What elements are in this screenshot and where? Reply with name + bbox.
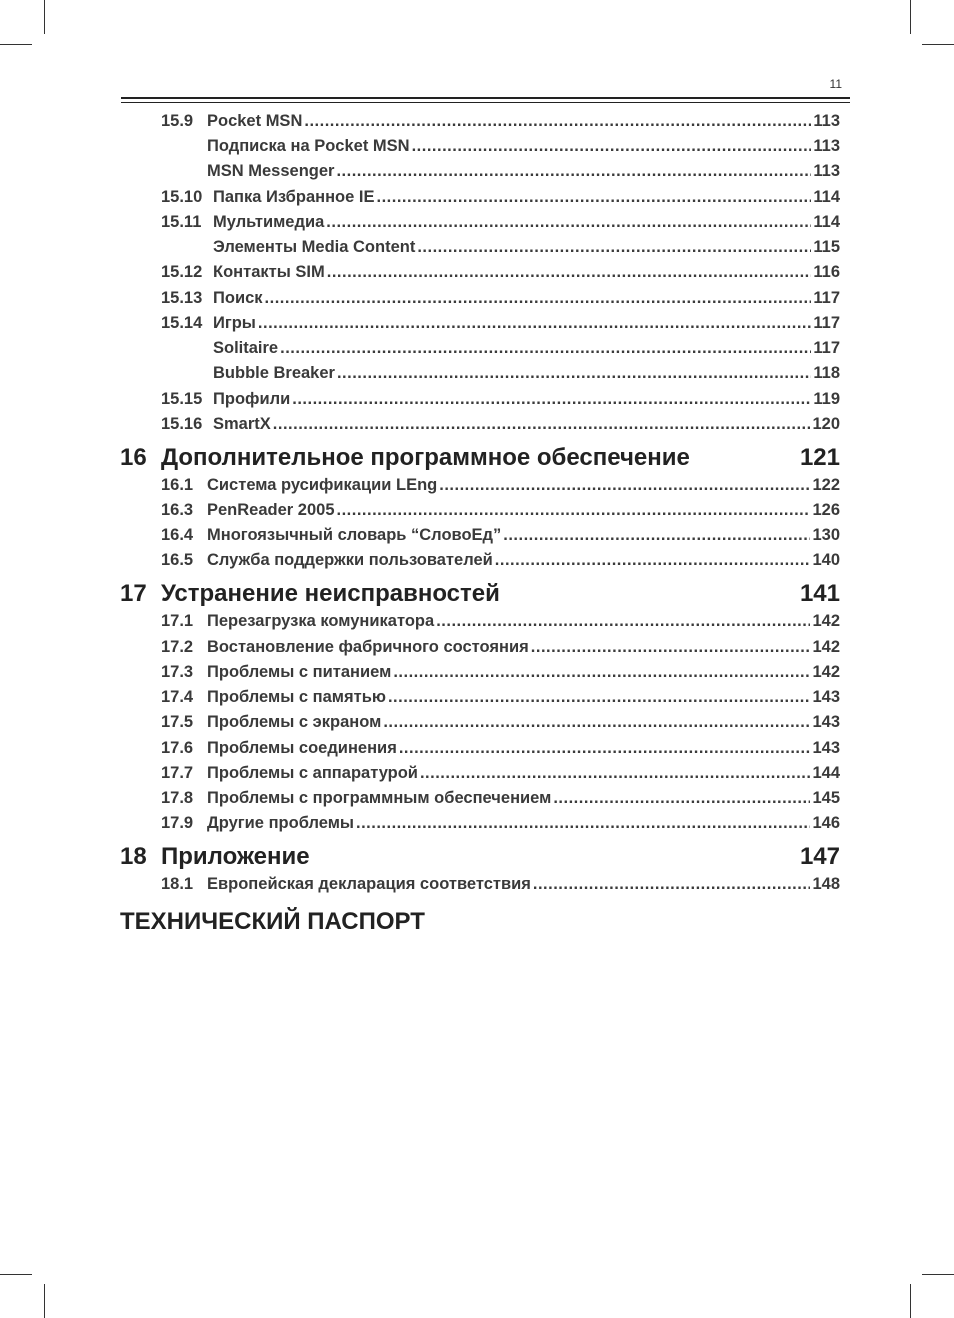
toc-entry-title: PenReader 2005 [207,501,335,519]
toc-entry[interactable] [0,711,954,733]
toc-entry-number: 15.13 [161,289,203,307]
toc-entry-number: 17.9 [161,814,194,832]
toc-entry-page: 142 [812,638,840,656]
crop-mark [910,1284,911,1318]
toc-entry[interactable] [0,762,954,784]
appendix-title[interactable]: ТЕХНИЧЕСКИЙ ПАСПОРТ [120,908,425,935]
toc-entry-page: 140 [812,551,840,569]
toc-entry-number: 16.1 [161,476,194,494]
toc-entry-title: MSN Messenger [207,162,335,180]
toc-chapter-title: Дополнительное программное обеспечение [161,444,690,471]
toc-entry[interactable] [0,610,954,632]
toc-entry[interactable] [0,135,954,157]
toc-entry-title: Проблемы с аппаратурой [207,764,418,782]
toc-entry-title: Контакты SIM [213,263,325,281]
toc-entry[interactable] [0,549,954,571]
toc-entry[interactable] [0,236,954,258]
toc-entry-title: Система русификации LEng [207,476,438,494]
toc-entry-title: Проблемы с экраном [207,713,382,731]
crop-mark [0,44,32,45]
page-number: 11 [829,77,842,91]
toc-entry[interactable] [0,388,954,410]
toc-entry-title: Проблемы с питанием [207,663,392,681]
toc-entry-title: Европейская декларация соответствия [207,875,531,893]
toc-chapter-title: Приложение [161,843,310,870]
toc-entry-page: 145 [812,789,840,807]
toc-entry[interactable] [0,186,954,208]
toc-entry-title: Проблемы с памятью [207,688,386,706]
toc-chapter-page: 147 [799,843,840,870]
toc-entry-page: 113 [813,137,840,155]
toc-entry-page: 148 [812,875,840,893]
toc-entry-number: 17.3 [161,663,194,681]
toc-entry-number: 15.14 [161,314,203,332]
toc-entry-page: 120 [812,415,840,433]
toc-entry-number: 18.1 [161,875,194,893]
toc-entry-page: 142 [812,612,840,630]
toc-chapter-page: 121 [799,444,840,471]
toc-entry-number: 16.5 [161,551,194,569]
toc-entry-title: Профили [213,390,291,408]
toc-entry[interactable] [0,661,954,683]
toc-entry-page: 114 [813,188,840,206]
toc-entry-page: 144 [812,764,840,782]
toc-entry-page: 143 [812,688,840,706]
toc-entry[interactable] [0,261,954,283]
toc-entry-number: 15.9 [161,112,194,130]
toc-chapter-number: 18 [120,843,147,870]
toc-entry[interactable] [0,110,954,132]
toc-entry[interactable] [0,499,954,521]
crop-mark [922,44,954,45]
crop-mark [922,1274,954,1275]
toc-entry-title: Проблемы с программным обеспечением [207,789,552,807]
toc-entry-title: Bubble Breaker [213,364,335,382]
toc-entry-title: Другие проблемы [207,814,354,832]
toc-entry-number: 15.16 [161,415,203,433]
toc-entry[interactable] [0,337,954,359]
toc-entry-title: Поиск [213,289,263,307]
crop-mark [44,0,45,34]
toc-entry-page: 146 [812,814,840,832]
toc-entry-number: 17.1 [161,612,194,630]
toc-entry-page: 143 [812,739,840,757]
toc-chapter-page: 141 [799,580,840,607]
crop-mark [44,1284,45,1318]
toc-entry-number: 17.6 [161,739,194,757]
toc-entry-page: 118 [813,364,840,382]
toc-entry-title: Мультимедиа [213,213,325,231]
toc-entry-page: 117 [813,314,840,332]
toc-entry[interactable] [0,362,954,384]
toc-entry-page: 142 [812,663,840,681]
toc-entry-number: 15.12 [161,263,203,281]
toc-chapter-title: Устранение неисправностей [161,580,500,607]
toc-chapter[interactable] [0,443,954,473]
header-rule-thin [121,102,850,103]
toc-entry-title: Папка Избранное IE [213,188,375,206]
toc-entry[interactable] [0,524,954,546]
toc-entry-title: Многоязычный словарь “СловоЕд” [207,526,502,544]
toc-entry-number: 15.11 [161,213,202,231]
toc-entry-page: 116 [813,263,840,281]
toc-entry[interactable] [0,787,954,809]
toc-entry-title: Подписка на Pocket MSN [207,137,410,155]
toc-entry[interactable] [0,873,954,895]
toc-entry-page: 114 [813,213,840,231]
toc-entry-page: 130 [812,526,840,544]
toc-entry-page: 119 [813,390,840,408]
crop-mark [0,1274,32,1275]
crop-mark [910,0,911,34]
toc-entry-page: 126 [812,501,840,519]
toc-entry[interactable] [0,686,954,708]
toc-entry-number: 17.5 [161,713,194,731]
toc-entry[interactable] [0,312,954,334]
toc-entry-title: Служба поддержки пользователей [207,551,493,569]
toc-entry-page: 113 [813,162,840,180]
toc-chapter[interactable] [0,842,954,872]
toc-chapter-number: 17 [120,580,147,607]
toc-entry-number: 15.15 [161,390,203,408]
toc-entry-number: 17.4 [161,688,194,706]
toc-entry-title: Solitaire [213,339,279,357]
toc-entry-page: 115 [813,238,840,256]
toc-entry-title: Востановление фабричного состояния [207,638,529,656]
toc-chapter-number: 16 [120,444,147,471]
toc-entry-number: 17.7 [161,764,194,782]
toc-entry-page: 143 [812,713,840,731]
toc-entry-page: 117 [813,339,840,357]
toc-entry[interactable] [0,474,954,496]
toc-entry-number: 17.2 [161,638,194,656]
toc-entry-number: 16.3 [161,501,194,519]
toc-chapter[interactable] [0,579,954,609]
toc-entry-number: 17.8 [161,789,194,807]
toc-entry[interactable] [0,287,954,309]
toc-entry-page: 113 [813,112,840,130]
toc-entry-title: SmartX [213,415,271,433]
toc-entry[interactable] [0,413,954,435]
toc-entry[interactable] [0,636,954,658]
toc-entry-page: 122 [812,476,840,494]
toc-entry-title: Проблемы соединения [207,739,397,757]
toc-entry-number: 16.4 [161,526,194,544]
toc-entry[interactable] [0,211,954,233]
toc-entry[interactable] [0,160,954,182]
toc-entry-page: 117 [813,289,840,307]
toc-entry-number: 15.10 [161,188,203,206]
toc-entry-title: Игры [213,314,256,332]
toc-entry[interactable] [0,812,954,834]
toc-entry-title: Pocket MSN [207,112,303,130]
header-rule [121,97,850,99]
toc-entry-title: Перезагрузка комуникатора [207,612,435,630]
toc-entry[interactable] [0,737,954,759]
toc-entry-title: Элементы Media Content [213,238,416,256]
